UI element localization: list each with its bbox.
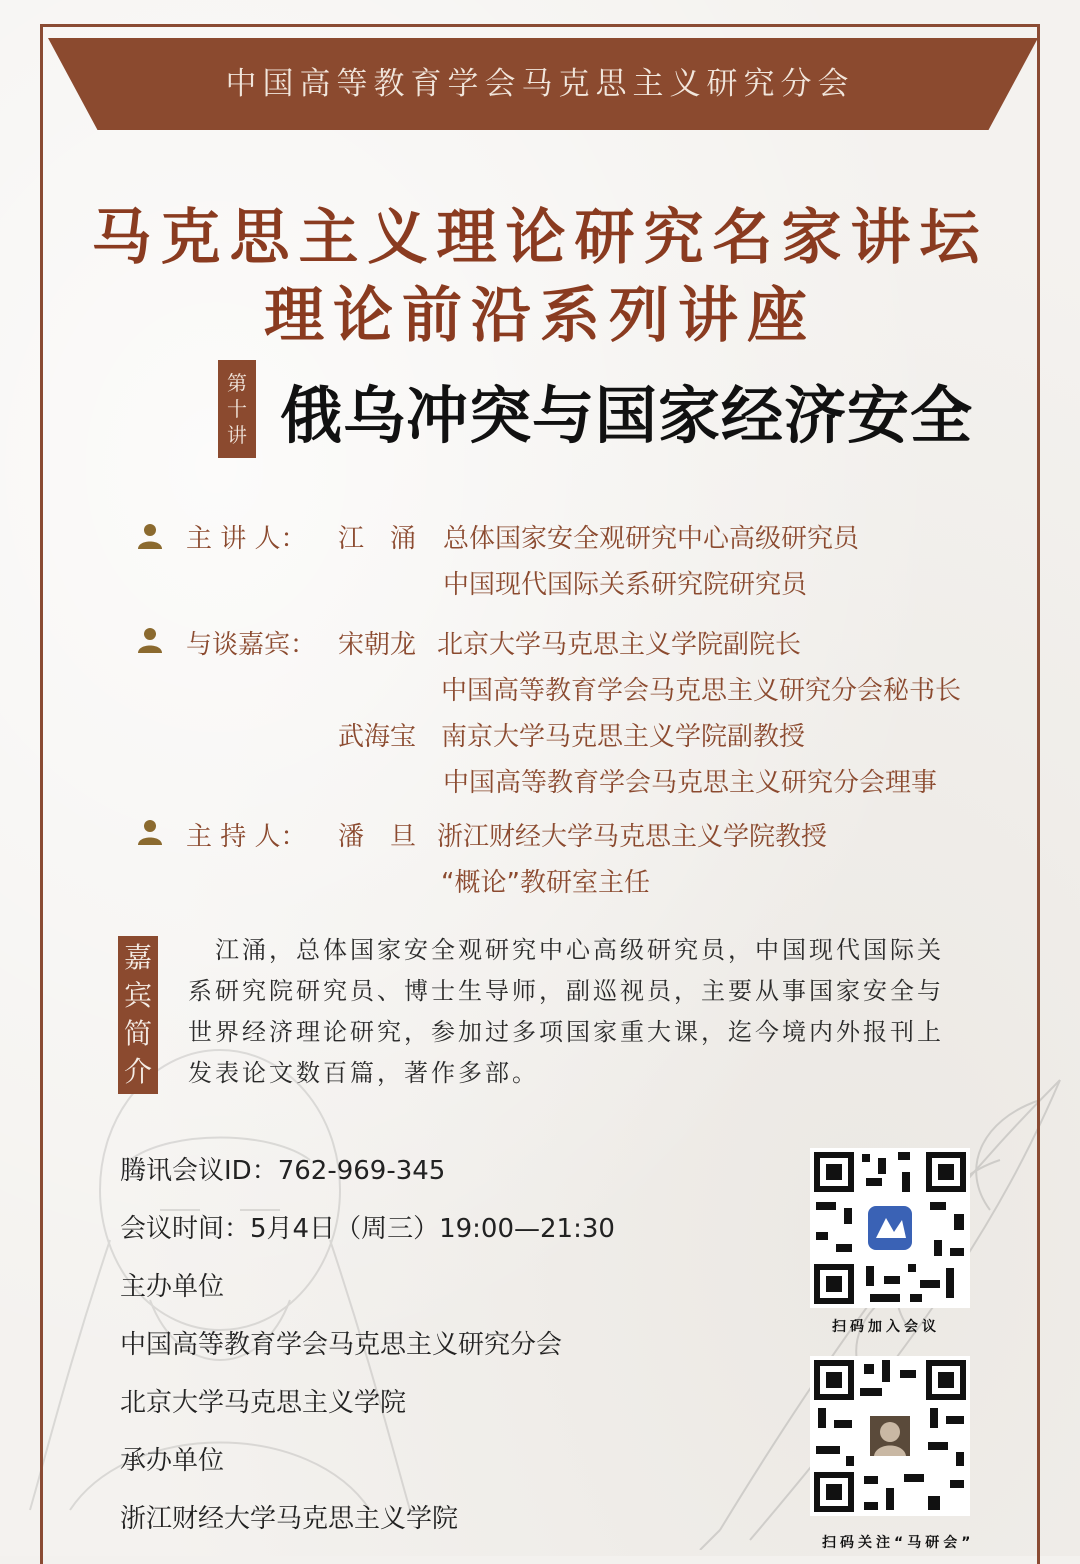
lecture-number-badge xyxy=(218,360,256,458)
meeting-id: 腾讯会议ID：762-969-345 xyxy=(120,1156,446,1186)
qr-join-caption: 扫码加入会议 xyxy=(832,1319,940,1335)
meeting-qr-code[interactable] xyxy=(810,1148,970,1308)
speaker-title: 中国现代国际关系研究院研究员 xyxy=(443,570,808,600)
bio-line: 世界经济理论研究，参加过多项国家重大课，迄今境内外报刊上 xyxy=(188,1018,944,1046)
discussants-label: 与谈嘉宾： xyxy=(186,630,317,660)
person-icon xyxy=(136,522,164,550)
bio-badge-char: 简 xyxy=(123,1017,152,1050)
discussant-title: 北京大学马克思主义学院副院长 xyxy=(437,630,802,660)
host-title: “概论”教研室主任 xyxy=(441,868,650,898)
main-title-line2: 理论前沿系列讲座 xyxy=(264,281,816,351)
lecture-badge-char: 第 xyxy=(227,371,247,395)
discussant-title: 南京大学马克思主义学院副教授 xyxy=(441,722,806,752)
bio-line: 发表论文数百篇，著作多部。 xyxy=(188,1059,539,1087)
organizer-banner-text: 中国高等教育学会马克思主义研究分会 xyxy=(225,66,855,102)
lecture-title: 俄乌冲突与国家经济安全 xyxy=(280,379,974,452)
bio-line: 江涌，总体国家安全观研究中心高级研究员，中国现代国际关 xyxy=(188,936,944,964)
organizer-label: 承办单位 xyxy=(120,1446,225,1476)
bio-line: 系研究院研究员、博士生导师，副巡视员，主要从事国家安全与 xyxy=(188,977,944,1005)
discussant-name: 宋朝龙 xyxy=(338,630,417,660)
guest-bio-text xyxy=(188,930,988,1094)
main-title-line1: 马克思主义理论研究名家讲坛 xyxy=(91,203,989,273)
bio-badge-char: 宾 xyxy=(123,979,152,1012)
speaker-name: 江 涌 xyxy=(338,524,417,554)
host-label: 主 持 人： xyxy=(186,822,307,852)
discussant-title: 中国高等教育学会马克思主义研究分会秘书长 xyxy=(441,676,962,706)
speaker-label: 主 讲 人： xyxy=(186,524,307,554)
host-name: 潘 旦 xyxy=(338,822,417,852)
guest-bio-badge xyxy=(118,936,158,1094)
lecture-badge-char: 讲 xyxy=(227,423,247,447)
follow-qr-code[interactable] xyxy=(810,1356,970,1516)
speaker-title: 总体国家安全观研究中心高级研究员 xyxy=(443,524,860,554)
person-icon xyxy=(136,626,164,654)
host-title: 浙江财经大学马克思主义学院教授 xyxy=(437,822,828,852)
discussant-title: 中国高等教育学会马克思主义研究分会理事 xyxy=(443,768,938,798)
meeting-time: 会议时间：5月4日（周三）19:00—21:30 xyxy=(120,1214,615,1244)
sponsor-name: 中国高等教育学会马克思主义研究分会 xyxy=(120,1330,563,1360)
bio-badge-char: 介 xyxy=(123,1055,152,1088)
discussant-name: 武海宝 xyxy=(338,722,417,752)
bio-badge-char: 嘉 xyxy=(123,941,152,974)
sponsor-name: 北京大学马克思主义学院 xyxy=(120,1388,407,1418)
lecture-badge-char: 十 xyxy=(227,397,247,421)
sponsor-label: 主办单位 xyxy=(120,1272,225,1302)
qr-follow-caption: 扫码关注“马研会” xyxy=(822,1535,975,1551)
organizer-name: 浙江财经大学马克思主义学院 xyxy=(120,1504,459,1534)
person-icon xyxy=(136,818,164,846)
